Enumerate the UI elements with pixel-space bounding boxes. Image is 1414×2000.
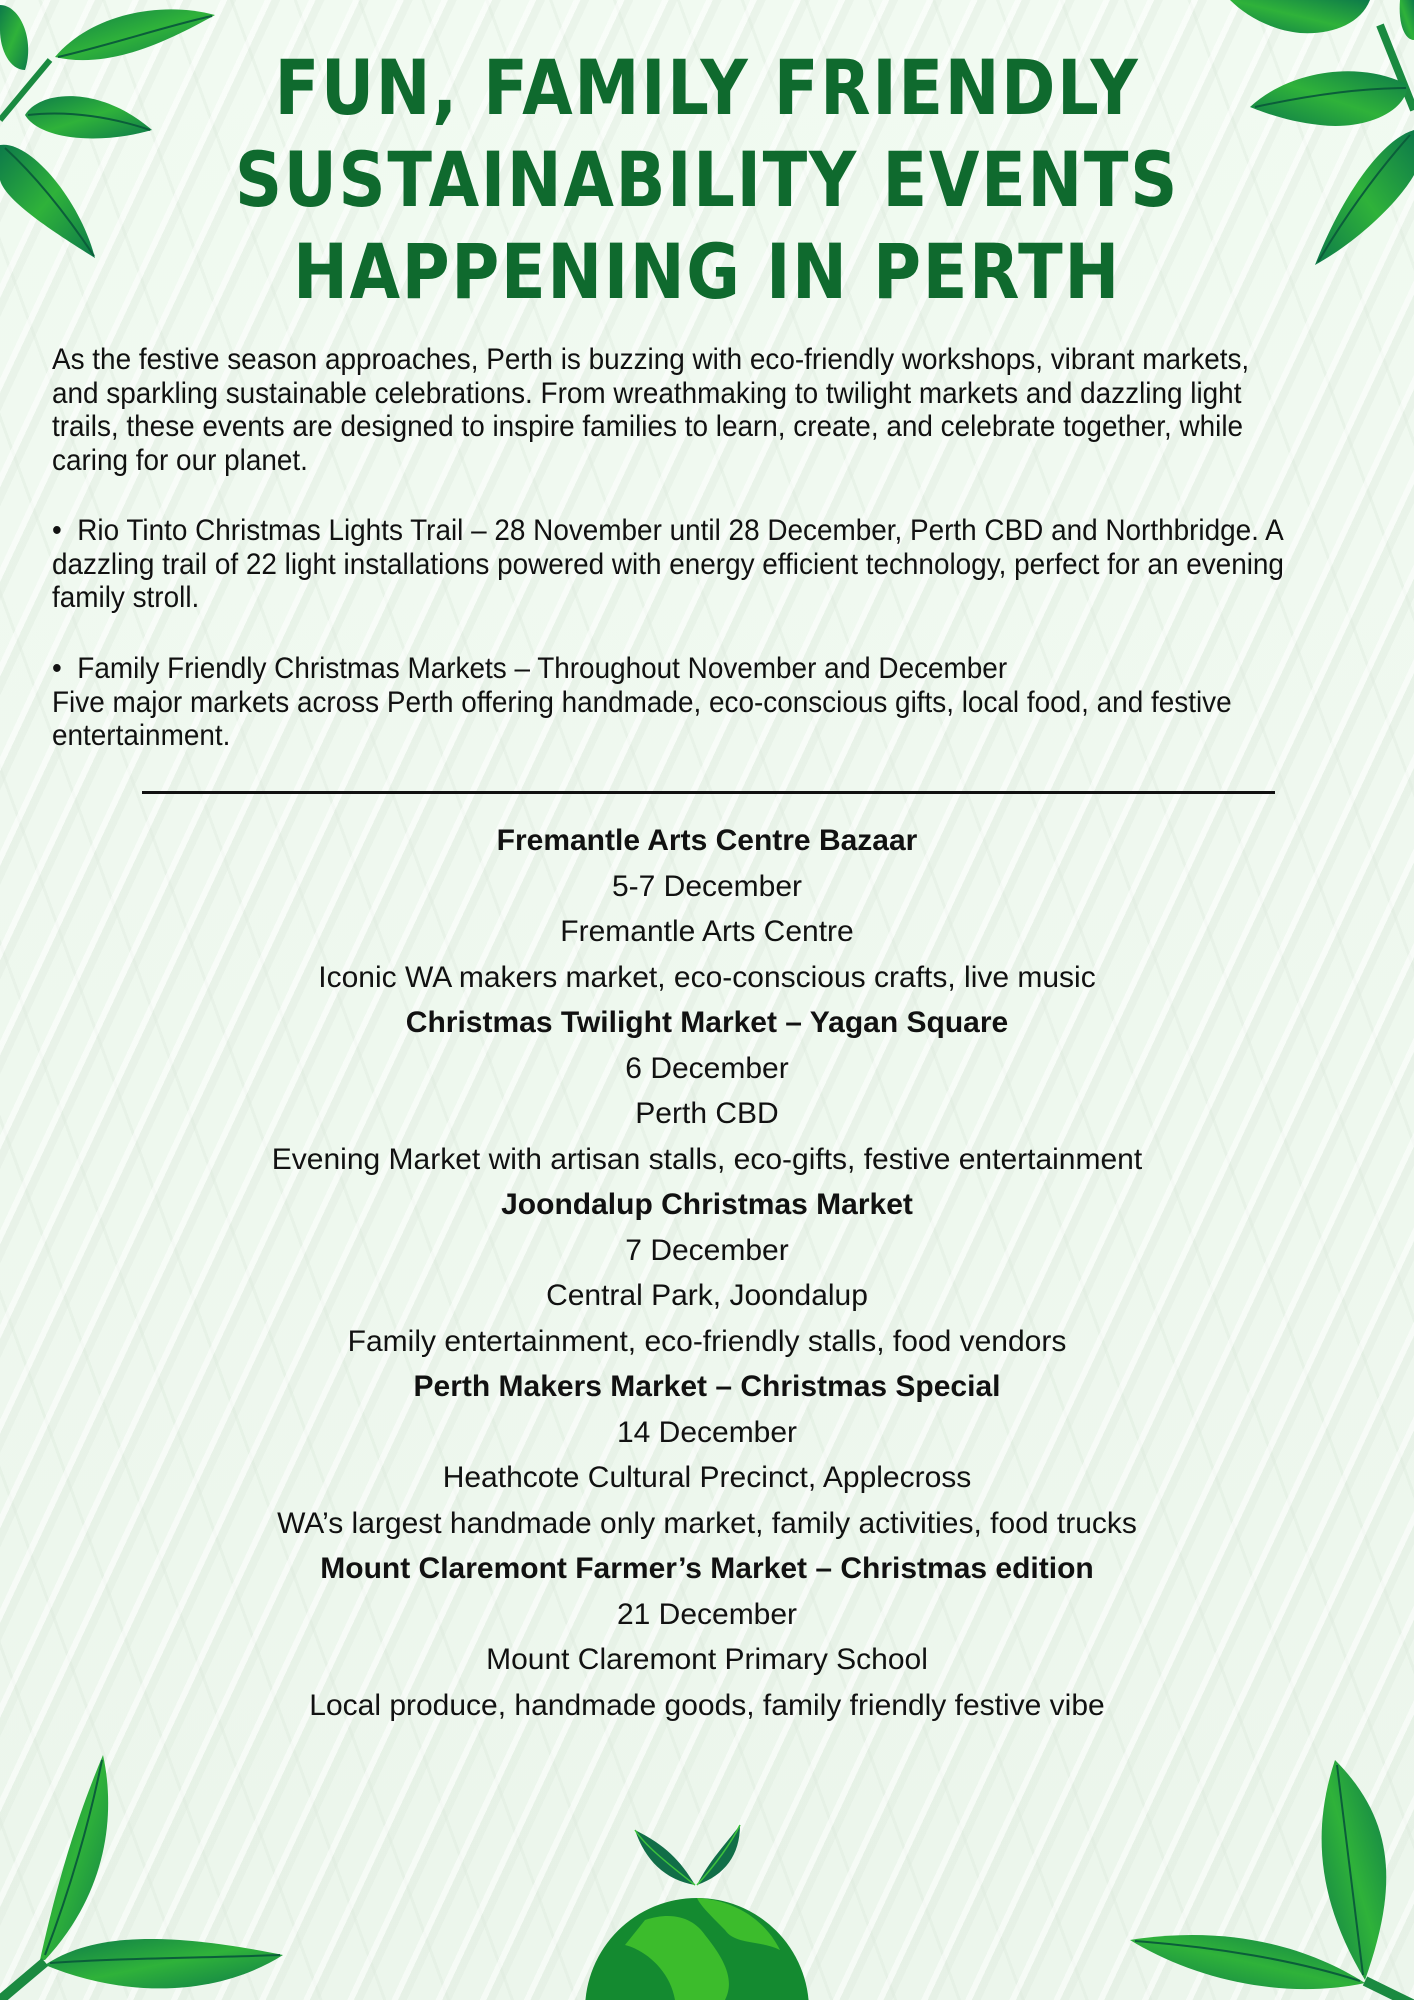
title-line: HAPPENING IN PERTH <box>293 227 1121 316</box>
bullet-text: Rio Tinto Christmas Lights Trail – 28 November until 28 December, Perth CBD and Northbridge. A dazzling trail of 22 light installations powered with energy efficient technology, perfect for an evening family stroll. <box>52 514 1284 614</box>
event-location: Mount Claremont Primary School <box>486 1643 928 1676</box>
event-name: Fremantle Arts Centre Bazaar <box>496 824 918 857</box>
event-name: Perth Makers Market – Christmas Special <box>413 1370 1001 1403</box>
event-date: 6 December <box>625 1051 789 1085</box>
event-name: Joondalup Christmas Market <box>501 1188 913 1221</box>
event-description: Iconic WA makers market, eco-conscious crafts, live music <box>318 960 1096 994</box>
event-item <box>0 1182 1414 1364</box>
event-name: Christmas Twilight Market – Yagan Square <box>405 1006 1009 1039</box>
intro-paragraph: As the festive season approaches, Perth is buzzing with eco-friendly workshops, vibrant markets, and sparkling sustainable celebrations. From wreathmaking to twilight markets and dazzling light trails, these events are designed to inspire families to learn, create, and celebrate together, while caring for our planet. <box>52 343 1250 477</box>
event-date: 21 December <box>616 1597 798 1631</box>
event-description: WA’s largest handmade only market, family activities, food trucks <box>277 1506 1137 1540</box>
event-date: 14 December <box>616 1415 798 1449</box>
event-location: Central Park, Joondalup <box>546 1279 868 1312</box>
bullet-heading: Family Friendly Christmas Markets – Throughout November and December <box>77 652 1008 685</box>
event-location: Perth CBD <box>635 1097 779 1130</box>
section-divider <box>142 791 1275 794</box>
bullet-marker: • <box>52 514 62 547</box>
leaf-sprout-icon <box>0 1750 290 2000</box>
event-item <box>0 1364 1414 1546</box>
event-item <box>0 1546 1414 1728</box>
globe-sprout-icon <box>585 1810 825 2000</box>
bullet-item <box>52 652 1298 753</box>
event-description: Local produce, handmade goods, family friendly festive vibe <box>309 1688 1105 1722</box>
event-name: Mount Claremont Farmer’s Market – Christmas edition <box>320 1552 1094 1585</box>
event-date: 7 December <box>625 1233 789 1267</box>
event-location: Fremantle Arts Centre <box>560 915 854 948</box>
event-location: Heathcote Cultural Precinct, Applecross <box>442 1461 972 1494</box>
event-description: Family entertainment, eco-friendly stalls, food vendors <box>347 1324 1067 1358</box>
event-date: 5-7 December <box>611 869 803 903</box>
event-item <box>0 1000 1414 1182</box>
bullet-marker: • <box>52 652 62 685</box>
page-title <box>99 42 1315 318</box>
event-list <box>0 818 1414 1728</box>
bullet-text: Five major markets across Perth offering handmade, eco-conscious gifts, local food, and festive entertainment. <box>52 685 1232 752</box>
event-item <box>0 818 1414 1000</box>
bullet-item <box>52 514 1298 615</box>
event-description: Evening Market with artisan stalls, eco-gifts, festive entertainment <box>271 1142 1143 1176</box>
leaf-sprout-icon <box>1125 1755 1414 2000</box>
title-line: FUN, FAMILY FRIENDLY <box>274 43 1140 132</box>
title-line: SUSTAINABILITY EVENTS <box>234 135 1180 224</box>
